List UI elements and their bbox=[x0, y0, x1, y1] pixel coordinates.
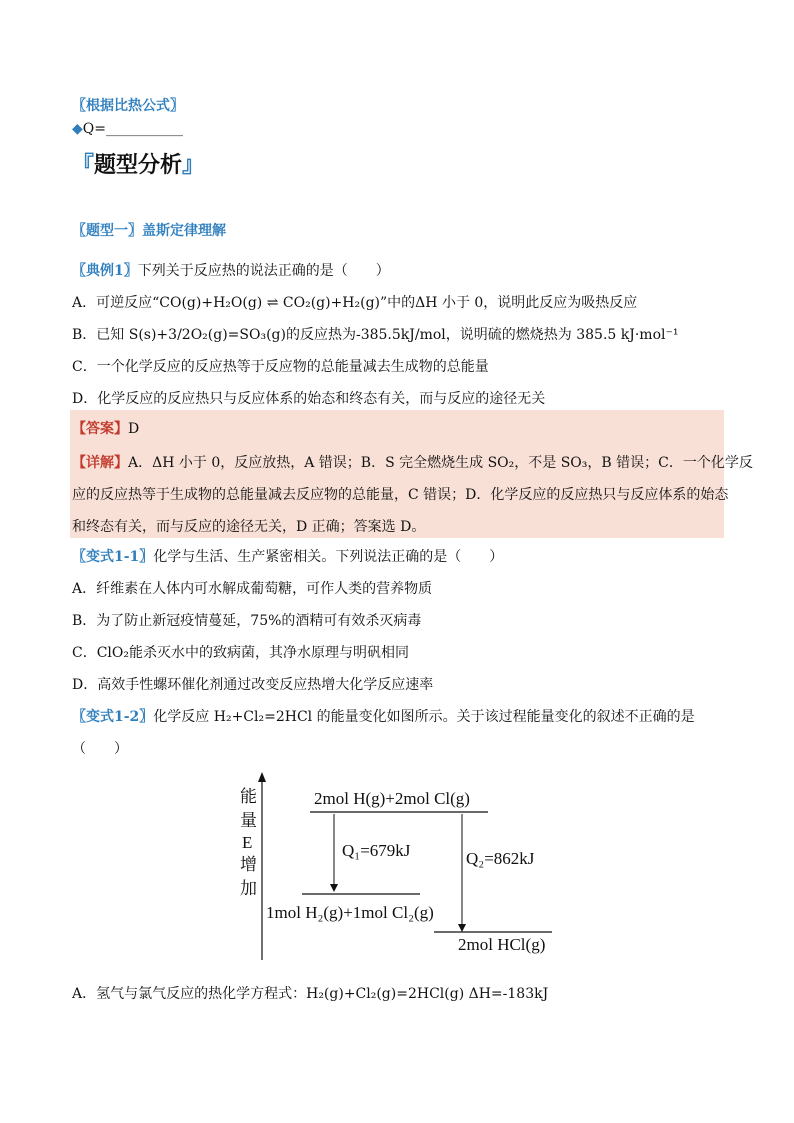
detail-line-3: 和终态有关，而与反应的途径无关，D 正确；答案选 D。 bbox=[72, 519, 426, 535]
bottom-level-label: 2mol HCl(g) bbox=[458, 935, 546, 954]
q1-arrowhead-icon bbox=[330, 884, 338, 892]
axis-arrow-icon bbox=[258, 772, 266, 782]
q2-arrowhead-icon bbox=[458, 924, 466, 932]
variant12-question bbox=[72, 706, 695, 726]
axis-char-2: 量 bbox=[240, 811, 257, 830]
axis-char-4: 增 bbox=[240, 855, 257, 874]
top-level-label: 2mol H(g)+2mol Cl(g) bbox=[314, 789, 470, 808]
variant12-option-a: A．氢气与氯气反应的热化学方程式：H₂(g)+Cl₂(g)=2HCl(g) ΔH=-183kJ bbox=[72, 986, 549, 1002]
type1-title: 〖题型一〗盖斯定律理解 bbox=[72, 223, 226, 239]
example1-question bbox=[72, 260, 390, 280]
axis-char-3: E bbox=[242, 833, 253, 852]
formula-section-label: 〖根据比热公式〗 bbox=[72, 98, 184, 114]
variant11-tag: 〖变式1-1〗 bbox=[72, 549, 154, 565]
heading-open-bracket: 『 bbox=[72, 153, 95, 178]
energy-diagram bbox=[230, 768, 570, 968]
detail-text-1: A．ΔH 小于 0，反应放热，A 错误；B．S 完全燃烧生成 SO₂，不是 SO₃，B 错误；C．一个化学反 bbox=[128, 455, 753, 471]
mid-level-label: 1mol H₂(g)+1mol Cl₂(g) bbox=[266, 903, 434, 922]
example1-option-a: A．可逆反应“CO(g)+H₂O(g) ⇌ CO₂(g)+H₂(g)”中的ΔH 小于 0，说明此反应为吸热反应 bbox=[72, 295, 638, 311]
q2-label: Q₂=862kJ bbox=[466, 849, 535, 868]
answer-value: D bbox=[128, 421, 140, 437]
heading-close-bracket: 』 bbox=[182, 153, 205, 178]
page-heading bbox=[72, 148, 204, 179]
q-formula-line bbox=[72, 121, 183, 137]
q1-label: Q₁=679kJ bbox=[342, 841, 411, 860]
answer-line bbox=[72, 418, 139, 438]
axis-char-5: 加 bbox=[240, 879, 257, 898]
variant11-option-a: A．纤维素在人体内可水解成葡萄糖，可作人类的营养物质 bbox=[72, 581, 433, 597]
example1-tag: 〖典例1〗 bbox=[72, 263, 138, 279]
q-formula-text: Q=___________ bbox=[82, 121, 183, 137]
example1-question-text: 下列关于反应热的说法正确的是（ ） bbox=[137, 263, 390, 279]
detail-line-2: 应的反应热等于生成物的总能量减去反应物的总能量，C 错误；D．化学反应的反应热只与反应体系的始态 bbox=[72, 487, 729, 503]
detail-line-1 bbox=[72, 452, 753, 472]
example1-option-d: D．化学反应的反应热只与反应体系的始态和终态有关，而与反应的途径无关 bbox=[72, 391, 546, 407]
heading-text: 题型分析 bbox=[94, 153, 183, 178]
diamond-bullet-icon: ◆ bbox=[72, 121, 83, 137]
variant11-option-d: D．高效手性螺环催化剂通过改变反应热增大化学反应速率 bbox=[72, 677, 434, 693]
answer-label: 【答案】 bbox=[72, 421, 128, 437]
variant12-tag: 〖变式1-2〗 bbox=[72, 709, 154, 725]
detail-label: 【详解】 bbox=[72, 455, 128, 471]
axis-char-1: 能 bbox=[240, 787, 257, 806]
example1-option-c: C．一个化学反应的反应热等于反应物的总能量减去生成物的总能量 bbox=[72, 359, 489, 375]
variant12-question-text: 化学反应 H₂+Cl₂=2HCl 的能量变化如图所示。关于该过程能量变化的叙述不正确的是 bbox=[153, 709, 695, 725]
example1-option-b: B．已知 S(s)+3/2O₂(g)=SO₃(g)的反应热为-385.5kJ/mol，说明硫的燃烧热为 385.5 kJ·mol⁻¹ bbox=[72, 327, 679, 343]
variant11-option-b: B．为了防止新冠疫情蔓延，75%的酒精可有效杀灭病毒 bbox=[72, 613, 422, 629]
variant11-question-text: 化学与生活、生产紧密相关。下列说法正确的是（ ） bbox=[153, 549, 504, 565]
variant11-option-c: C．ClO₂能杀灭水中的致病菌，其净水原理与明矾相同 bbox=[72, 645, 409, 661]
variant11-question bbox=[72, 546, 503, 566]
variant12-paren: （ ） bbox=[72, 741, 128, 757]
